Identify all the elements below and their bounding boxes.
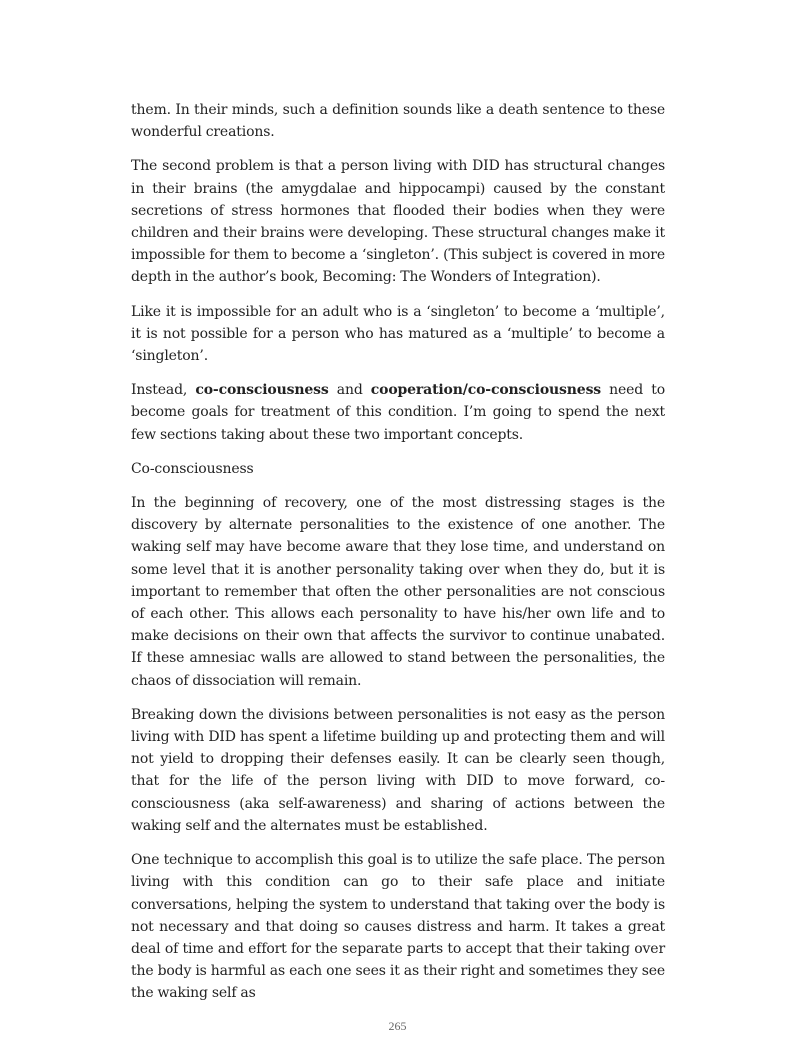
section-paragraph-1: In the beginning of recovery, one of the most distressing stages is the discovery by alternate personalities to the existence of one another. The waking self may have become aware that they lose time, and understand on some level that it is another personality taking over when they do, but it is important to remember that often the other personalities are not conscious of each other. This allows each personality to have his/her own life and to make decisions on their own that affects the survivor to continue unabated. If these amnesiac walls are allowed to stand between the personalities, the chaos of dissociation will remain. [131, 495, 665, 689]
term-cooperation: cooperation/co-consciousness [370, 382, 602, 399]
section-heading: Co-consciousness [131, 460, 254, 477]
paragraph-3: Like it is impossible for an adult who is a ‘singleton’ to become a ‘multiple’, it is not possible for a person who has matured as a ‘multiple’ to become a ‘singleton’. [131, 303, 665, 365]
paragraph-4-text-1: Instead, [131, 382, 196, 399]
paragraph-4 [131, 379, 665, 446]
term-co-consciousness: co-consciousness [195, 382, 329, 399]
page-body [131, 99, 665, 1017]
paragraph-4-text-3: need to become goals for treatment of this condition. I’m going to spend the next few sections taking about these two important concepts. [131, 382, 665, 443]
section-paragraph-2: Breaking down the divisions between personalities is not easy as the person living with DID has spent a lifetime building up and protecting them and will not yield to dropping their defenses easily. It can be clearly seen though, that for the life of the person living with DID to move forward, co-consciousness (aka self-awareness) and sharing of actions between the waking self and the alternates must be established. [131, 706, 665, 834]
paragraph-1: them. In their minds, such a definition sounds like a death sentence to these wonderful creations. [131, 102, 665, 141]
section-paragraph-3: One technique to accomplish this goal is to utilize the safe place. The person living with this condition can go to their safe place and initiate conversations, helping the system to understand that taking over the body is not necessary and that doing so causes distress and harm. It takes a great deal of time and effort for the separate parts to accept that their taking over the body is harmful as each one sees it as their right and sometimes they see the waking self as [131, 852, 665, 1002]
paragraph-2: The second problem is that a person living with DID has structural changes in their brains (the amygdalae and hippocampi) caused by the constant secretions of stress hormones that flooded their bodies when they were children and their brains were developing. These structural changes make it impossible for them to become a ‘singleton’. (This subject is covered in more depth in the author’s book, Becoming: The Wonders of Integration). [131, 158, 665, 286]
paragraph-4-text-2: and [328, 382, 371, 399]
page-number: 265 [388, 1019, 407, 1033]
